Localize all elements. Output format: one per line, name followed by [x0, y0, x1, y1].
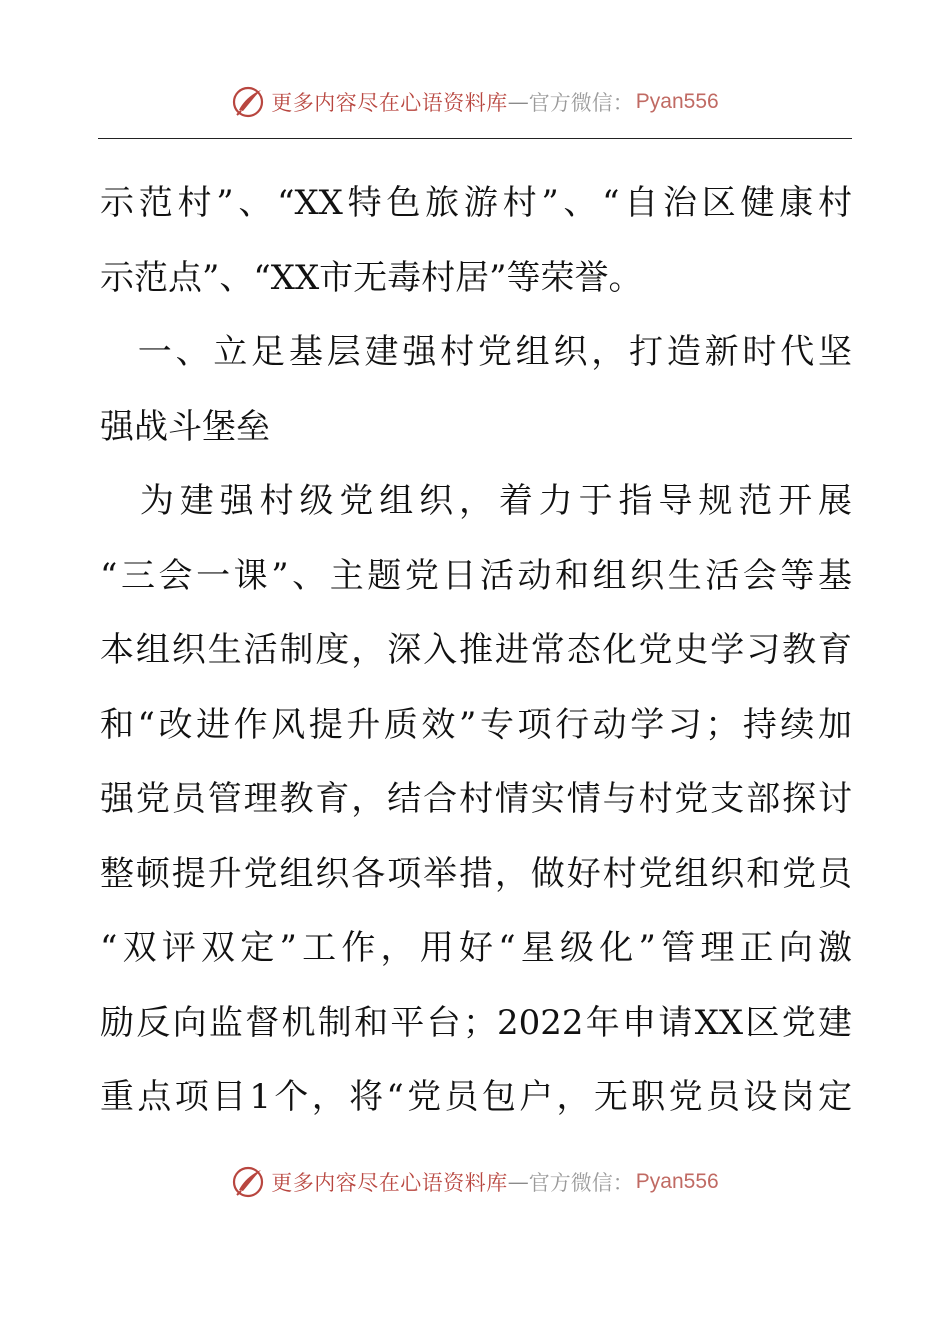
header-wechat-label: 官方微信：: [528, 91, 634, 115]
pen-logo-icon: [231, 84, 267, 120]
body-line: 为建强村级党组织，着力于指导规范开展: [100, 481, 852, 521]
pen-logo-icon: [231, 1164, 267, 1200]
header-promo-text: 更多内容尽在心语资料库: [271, 91, 508, 115]
body-line: “双评双定”工作，用好“星级化”管理正向激: [100, 928, 852, 968]
footer-wechat-id: Pyan556: [635, 1170, 719, 1193]
footer-wechat-label: 官方微信：: [528, 1171, 634, 1195]
body-line: 和“改进作风提升质效”专项行动学习；持续加: [100, 704, 852, 745]
header-banner: [0, 82, 950, 122]
body-line: 整顿提升党组织各项举措，做好村党组织和党员: [100, 853, 852, 894]
footer-promo-text: 更多内容尽在心语资料库: [271, 1171, 508, 1195]
body-line: 强党员管理教育，结合村情实情与村党支部探讨: [100, 779, 852, 819]
section-heading-line: 强战斗堡垒: [100, 406, 270, 447]
body-line: “三会一课”、主题党日活动和组织生活会等基: [100, 555, 852, 596]
body-line: 本组织生活制度，深入推进常态化党史学习教育: [100, 630, 852, 670]
header-separator: —: [507, 90, 529, 114]
footer-banner: [0, 1162, 950, 1202]
body-line: 励反向监督机制和平台；2022年申请XX区党建: [100, 1002, 852, 1043]
section-heading-line: 一、立足基层建强村党组织，打造新时代坚: [100, 332, 852, 372]
body-line: 示范村”、“XX特色旅游村”、“自治区健康村: [100, 183, 852, 223]
body-line: 重点项目1个，将“党员包户，无职党员设岗定: [100, 1077, 852, 1117]
body-line: 示范点”、“XX市无毒村居”等荣誉。: [100, 257, 643, 298]
header-divider: [98, 138, 852, 139]
header-wechat-id: Pyan556: [635, 90, 719, 113]
footer-separator: —: [507, 1170, 529, 1194]
document-body: [100, 166, 852, 1135]
